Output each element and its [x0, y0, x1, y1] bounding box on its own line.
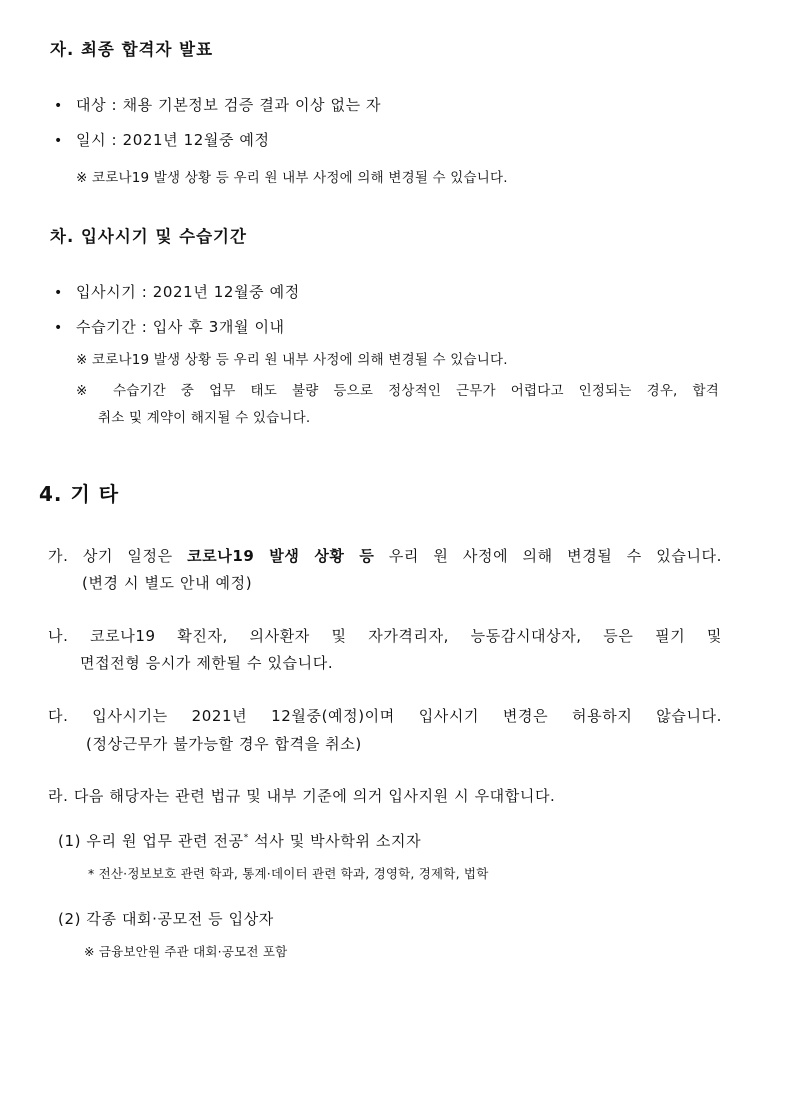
bullet-dot: •	[54, 98, 63, 114]
item1-sup: *	[243, 833, 249, 843]
section-4-ra-line1: 라. 다음 해당자는 관련 법규 및 내부 기준에 의거 입사지원 시 우대합니다.	[48, 787, 556, 805]
preference-item-1-note: * 전산·정보보호 관련 학과, 통계·데이터 관련 학과, 경영학, 경제학, 법학	[88, 866, 489, 881]
preference-item-2-note: ※ 금융보안원 주관 대회·공모전 포함	[84, 944, 288, 959]
ga-prefix: 가. 상기 일정은	[48, 547, 188, 565]
bullet-dot: •	[54, 285, 63, 301]
item1-text: (1) 우리 원 업무 관련 전공	[58, 832, 244, 850]
section-4-da-line2: (정상근무가 불가능할 경우 합격을 취소)	[86, 735, 362, 753]
section-ja-target: 대상 : 채용 기본정보 검증 결과 이상 없는 자	[76, 96, 382, 114]
preference-item-1	[58, 834, 421, 849]
ga-bold: 코로나19 발생 상황 등	[187, 547, 375, 565]
ga-suffix: 우리 원 사정에 의해 변경될 수 있습니다.	[374, 547, 723, 565]
section-4-ga-line2: (변경 시 별도 안내 예정)	[82, 574, 253, 592]
section-4-na-line2: 면접전형 응시가 제한될 수 있습니다.	[80, 654, 334, 672]
section-4-ga-line1	[48, 549, 722, 564]
bullet-dot: •	[54, 133, 63, 149]
section-cha-start: 입사시기 : 2021년 12월중 예정	[76, 283, 300, 301]
section-cha-note-2-line2: 취소 및 계약이 해지될 수 있습니다.	[98, 410, 311, 426]
item1-rest: 석사 및 박사학위 소지자	[248, 832, 422, 850]
section-ja-note: ※ 코로나19 발생 상황 등 우리 원 내부 사정에 의해 변경될 수 있습니다.	[76, 170, 508, 186]
section-ja-heading: 자. 최종 합격자 발표	[50, 40, 214, 59]
section-cha-heading: 차. 입사시기 및 수습기간	[50, 227, 247, 246]
section-cha-note-2-line1: ※ 수습기간 중 업무 태도 불량 등으로 정상적인 근무가 어렵다고 인정되는 경우, 합격	[76, 383, 719, 399]
bullet-dot: •	[54, 320, 63, 336]
section-4-heading: 4. 기 타	[39, 482, 120, 506]
section-cha-probation: 수습기간 : 입사 후 3개월 이내	[76, 318, 285, 336]
section-4-da-line1: 다. 입사시기는 2021년 12월중(예정)이며 입사시기 변경은 허용하지 않습니다.	[48, 707, 722, 725]
preference-item-2: (2) 각종 대회·공모전 등 입상자	[58, 910, 274, 928]
section-4-na-line1: 나. 코로나19 확진자, 의사환자 및 자가격리자, 능동감시대상자, 등은 필기 및	[48, 627, 722, 645]
section-cha-note-1: ※ 코로나19 발생 상황 등 우리 원 내부 사정에 의해 변경될 수 있습니다.	[76, 352, 508, 368]
section-ja-date: 일시 : 2021년 12월중 예정	[76, 131, 270, 149]
